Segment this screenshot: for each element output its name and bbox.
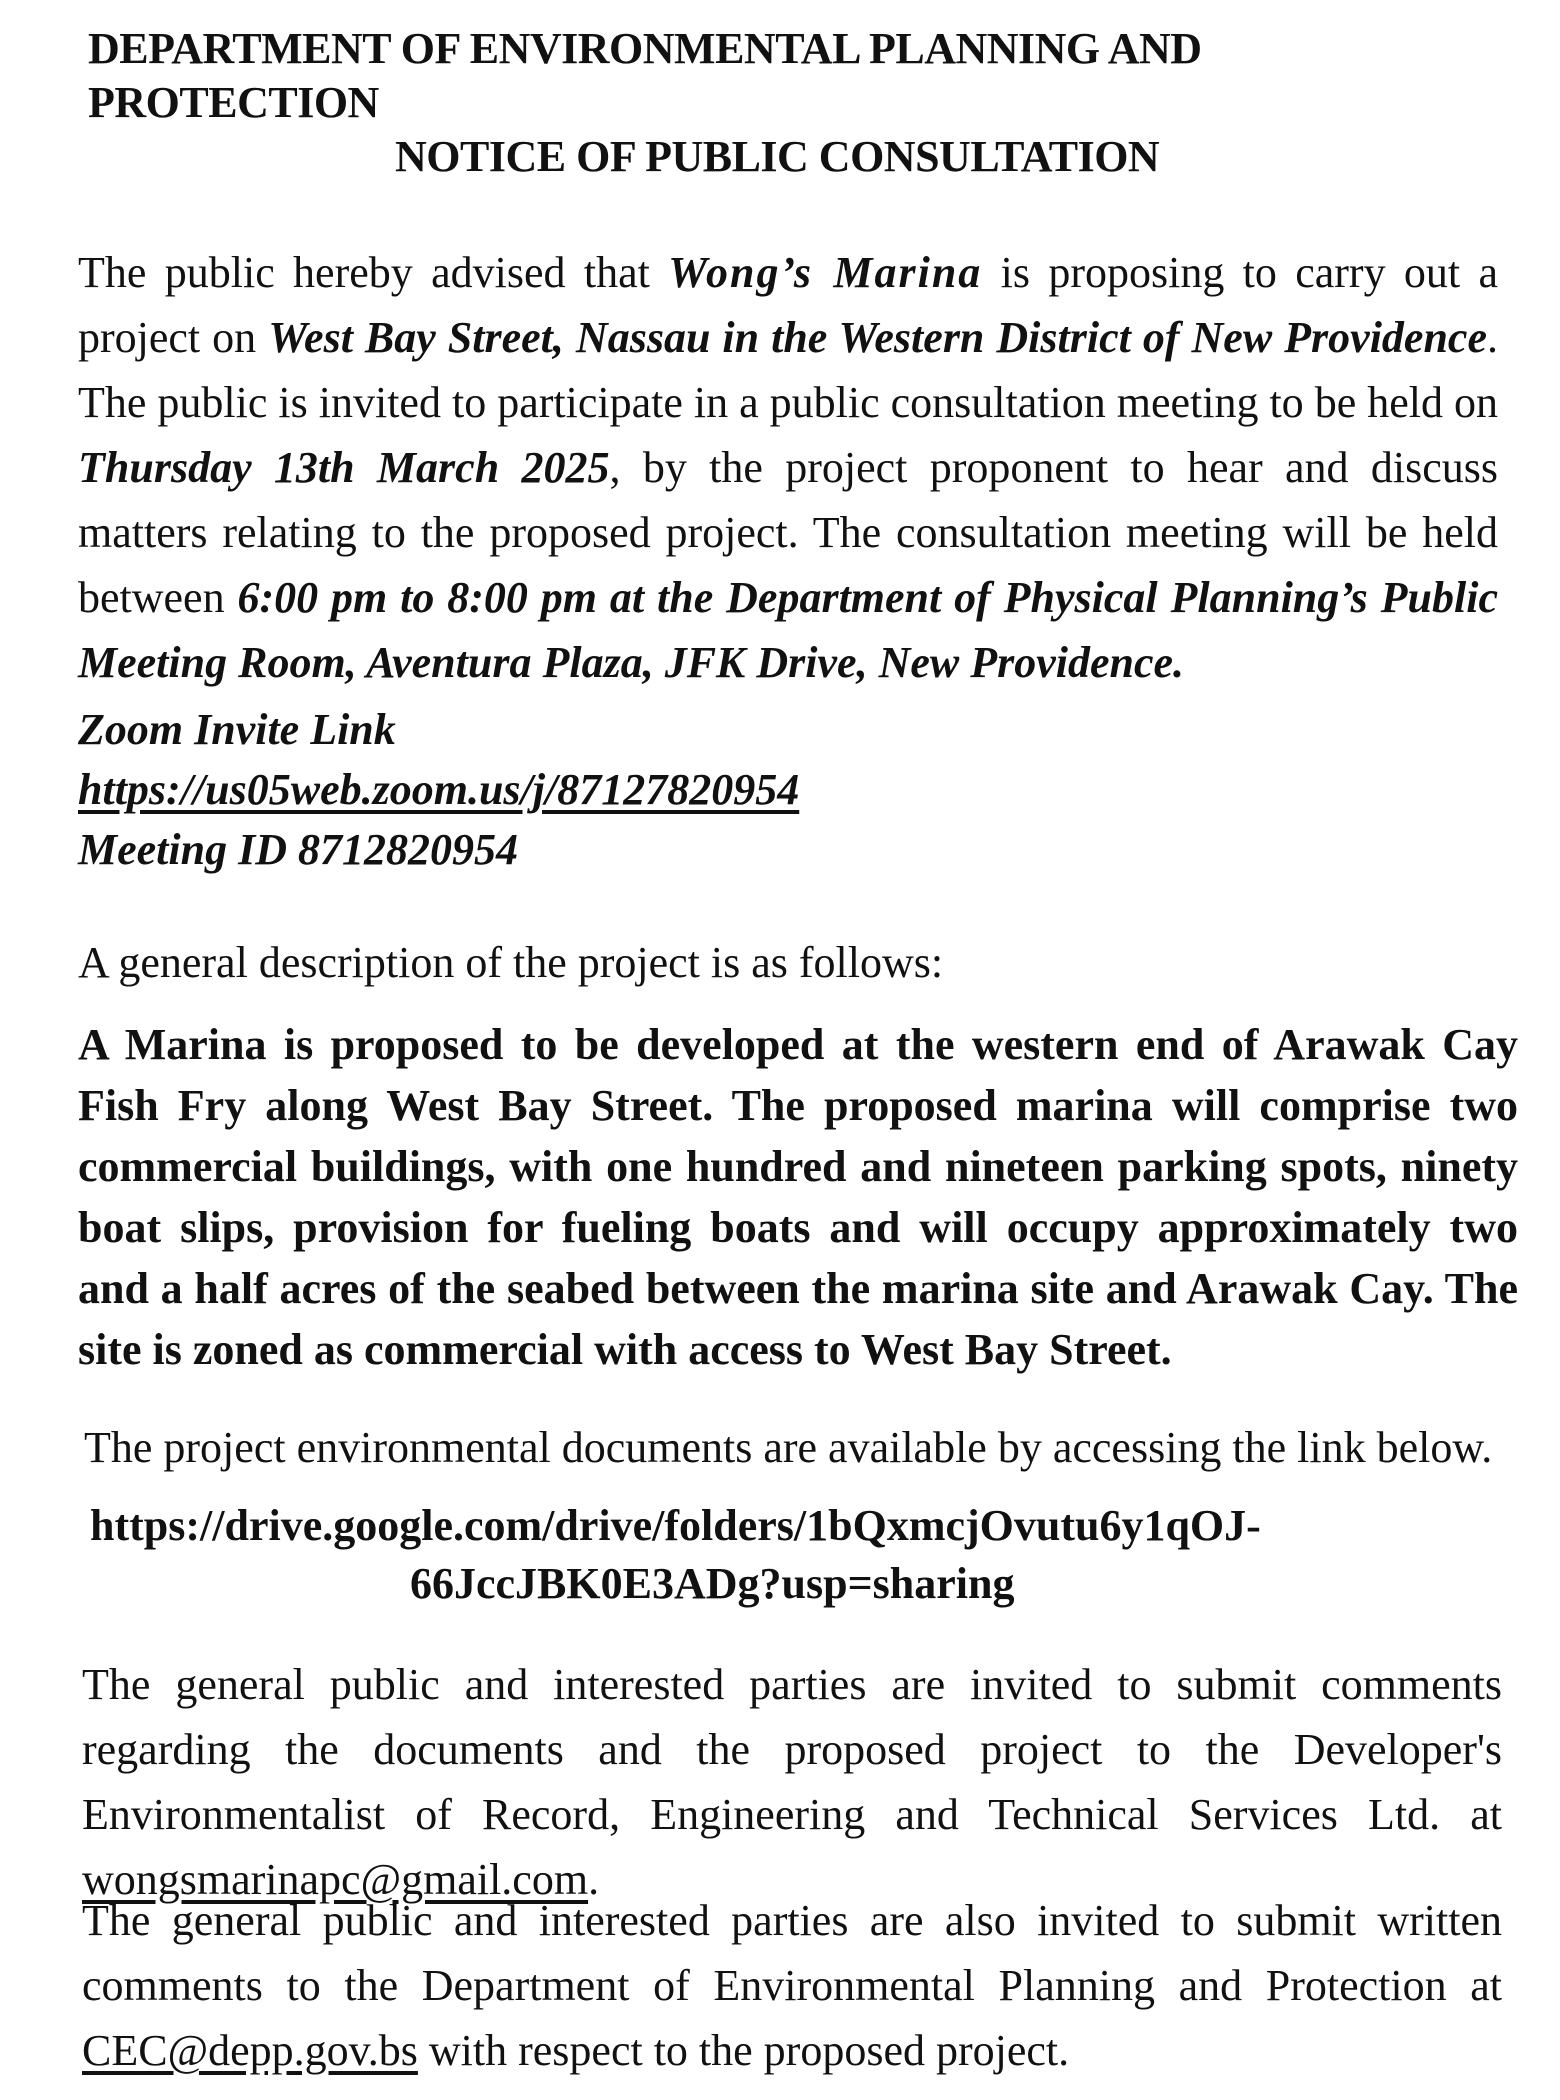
notice-heading <box>60 22 1460 184</box>
description-lead: A general description of the project is as follows: <box>78 938 944 987</box>
intro-text-4: , by the project proponent to hear and discuss matters relating to the proposed project. The consultation meeting will be held between <box>78 443 1498 622</box>
intro-text-3: . The public is invited to participate in a public consultation meeting to be held on <box>78 313 1498 427</box>
documents-link-line-2[interactable]: 66JccJBK0E3ADg?usp=sharing <box>410 1559 1015 1608</box>
meeting-id: Meeting ID 8712820954 <box>78 825 518 874</box>
intro-text-2: is proposing to carry out a project on <box>78 248 1499 362</box>
proponent-name: Wong’s Marina <box>668 248 983 297</box>
developer-email-link[interactable]: wongsmarinapc@gmail.com <box>82 1855 589 1904</box>
department-email-link[interactable]: CEC@depp.gov.bs <box>82 2026 418 2075</box>
documents-link-line-1[interactable]: https://drive.google.com/drive/folders/1bQxmcjOvutu6y1qOJ- <box>90 1501 1261 1550</box>
zoom-label: Zoom Invite Link <box>78 705 396 754</box>
developer-comments-paragraph <box>82 1652 1502 1912</box>
notice-title: NOTICE OF PUBLIC CONSULTATION <box>395 132 1160 181</box>
intro-paragraph <box>78 240 1498 695</box>
intro-text-1: The public hereby advised that <box>78 248 650 297</box>
department-comments-end: with respect to the proposed project. <box>428 2026 1070 2075</box>
project-location: West Bay Street, Nassau in the Western District of New Providence <box>268 313 1487 362</box>
documents-text: The project environmental documents are available by accessing the link below. <box>84 1423 1493 1472</box>
zoom-details <box>78 700 1498 880</box>
project-description: A Marina is proposed to be developed at the western end of Arawak Cay Fish Fry along West Bay Street. The proposed marina will comprise two commercial buildings, with one hundred and nineteen parking spots, ninety boat slips, provision for fueling boats and will occupy approximately two and a half acres of the seabed between the marina site and Arawak Cay. The site is zoned as commercial with access to West Bay Street. <box>78 1020 1518 1374</box>
department-comments-text: The general public and interested parties are also invited to submit written comments to the Department of Environmental Planning and Protection at <box>82 1896 1502 2010</box>
department-comments-paragraph <box>82 1888 1502 2083</box>
developer-comments-text: The general public and interested parties are invited to submit comments regarding the documents and the proposed project to the Developer's Environmentalist of Record, Engineering and Technical Services Ltd. at <box>82 1660 1502 1839</box>
meeting-date: Thursday 13th March 2025 <box>78 443 610 492</box>
department-title: DEPARTMENT OF ENVIRONMENTAL PLANNING AND PROTECTION <box>88 24 1202 127</box>
meeting-time-venue: 6:00 pm to 8:00 pm at the Department of Physical Planning’s Public Meeting Room, Aventura Plaza, JFK Drive, New Providence. <box>78 573 1499 687</box>
zoom-link[interactable]: https://us05web.zoom.us/j/87127820954 <box>78 765 800 814</box>
developer-comments-end: . <box>588 1855 600 1904</box>
documents-link[interactable] <box>90 1497 1390 1613</box>
